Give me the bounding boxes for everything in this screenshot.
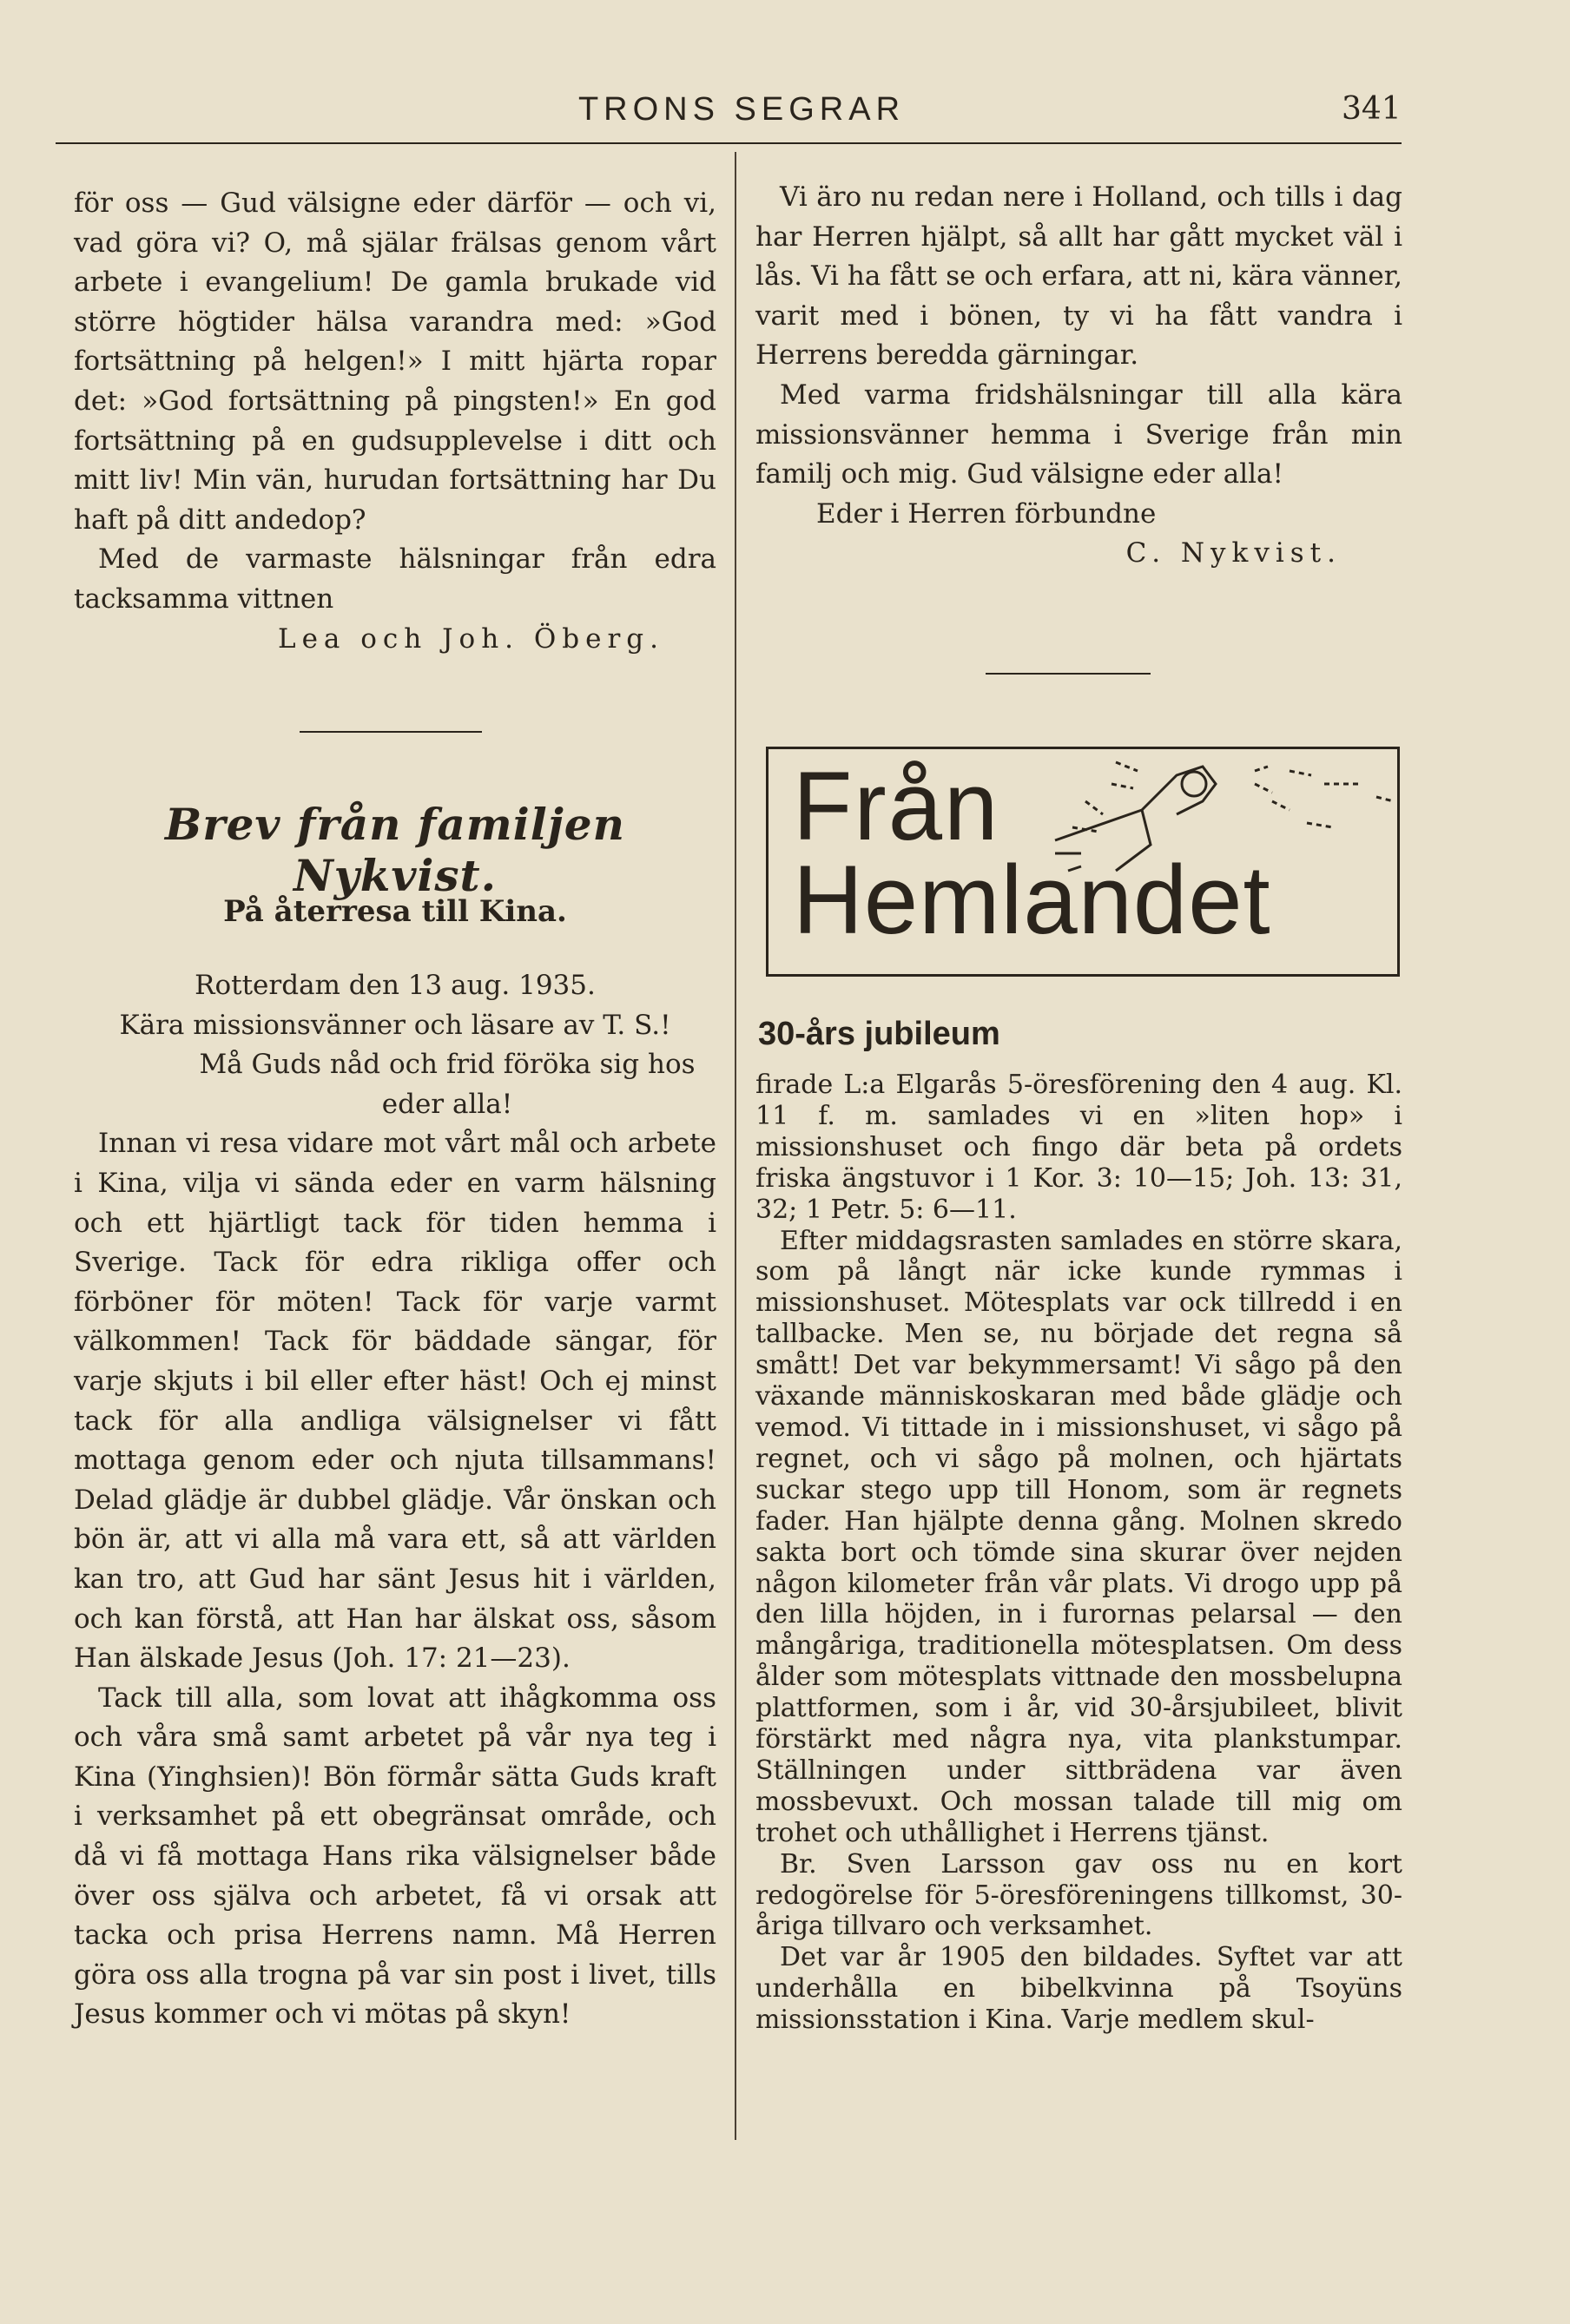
letter-paragraph: för oss — Gud välsigne eder därför — och vi, vad göra vi? O, må själar frälsas genom vårt arbete i evangelium! De gamla brukade vid större högtider hälsa varandra med: »God fortsättning på helgen!» I mitt hjärta ropar det: »God fortsättning på pingsten!» En god fortsättning på en gudsupplevelse i ditt och mitt liv! Min vän, hurudan fortsättning har Du haft på ditt andedop? [74, 188, 716, 536]
article-paragraph: Efter middagsrasten samlades en större skara, som på långt när icke kunde rymmas i missionshuset. Mötesplats var ock tillredd i en tallbacke. Men se, nu började det regna så smått! Det var bekymmersamt! Vi sågo på den växande människoskaran med både glädje och vemod. Vi tittade in i missionshuset, vi sågo på regnet, och vi sågo på molnen, och hjärtats suckar stego upp till Honom, som är regnets fader. Han hjälpte denna gång. Molnen skredo sakta bort och tömde sina skurar över nejden någon kilometer från vår plats. Vi drogo upp på den lilla höjden, in i furornas pelarsal — den mångåriga, traditionella mötesplatsen. Om dess ålder som mötesplats vittnade den mossbelupna plattformen, som i år, vid 30-årsjubileet, blivit förstärkt med några nya, vita plankstumpar. Ställningen under sittbrädena var även mossbevuxt. Och mossan talade till mig om trohet och uthållighet i Herrens tjänst. [755, 1225, 1402, 1848]
letter-paragraph: Tack till alla, som lovat att ihågkomma oss och våra små samt arbetet på vår nya teg i Kina (Yinghsien)! Bön förmår sätta Guds kraft i verksamhet på ett obegränsat område, och då vi få mottaga Hans rika välsignelser både över oss själva och arbetet, få vi orsak att tacka och prisa Herrens namn. Må Herren göra oss alla trogna på var sin post i livet, tills Jesus kommer och vi mötas på skyn! [74, 1682, 716, 2031]
masthead-word-hemlandet: Hemlandet [793, 846, 1271, 954]
article-paragraph: firade L:a Elgarås 5-öresförening den 4 aug. Kl. 11 f. m. samlades vi en »liten hop» i missionshuset och fingo där beta på ordets friska ängstuvor i 1 Kor. 3: 10—15; Joh. 13: 31, 32; 1 Petr. 5: 6—11. [755, 1070, 1402, 1225]
letter-closing: Eder i Herren förbundne [816, 497, 1157, 530]
letter-signature: C. Nykvist. [1125, 537, 1342, 569]
dateline: Rotterdam den 13 aug. 1935. [195, 970, 596, 1001]
letter-signature: Lea och Joh. Öberg. [278, 622, 664, 655]
article-paragraph: Br. Sven Larsson gav oss nu en kort redogörelse för 5-öresföreningens tillkomst, 30-åriga tillvaro och verksamhet. [755, 1848, 1402, 1942]
article-paragraph: Det var år 1905 den bildades. Syftet var att underhålla en bibelkvinna på Tsoyüns missionsstation i Kina. Varje medlem skul- [755, 1942, 1402, 2036]
section-divider-rule [986, 673, 1151, 675]
column-divider [735, 152, 736, 2140]
letter-paragraph: Vi äro nu redan nere i Holland, och tills i dag har Herren hjälpt, så allt har gått mycket väl i lås. Vi ha fått se och erfara, att ni, kära vänner, varit med i bönen, ty vi ha fått vandra i Herrens beredda gärningar. [755, 181, 1402, 372]
letter-paragraph: Med de varmaste hälsningar från edra tacksamma vittnen [74, 543, 716, 615]
jubilee-article-body [755, 1070, 1402, 2036]
nykvist-letter-continuation [755, 178, 1402, 574]
masthead-word-fran: Från [793, 752, 1000, 860]
letter-paragraph: Med varma fridshälsningar till alla kära missionsvänner hemma i Sverige från min familj och mig. Gud välsigne eder alla! [755, 379, 1402, 490]
article-subtitle: På återresa till Kina. [223, 894, 567, 929]
previous-letter-ending [74, 184, 716, 659]
article-title: Brev från familjen Nykvist. [165, 799, 625, 901]
letter-paragraph: Innan vi resa vidare mot vårt mål och arbete i Kina, vilja vi sända eder en varm hälsning och ett hjärtligt tack för tiden hemma i Sverige. Tack för edra rikliga offer och förböner för möten! Tack för varje varmt välkommen! Tack för bäddade sängar, för varje skjuts i bil eller efter häst! Och ej minst tack för alla andliga välsignelser vi fått mottaga genom eder och njuta tillsammans! Delad glädje är dubbel glädje. Vår önskan och bön är, att vi alla må vara ett, så att världen kan tro, att Gud har sänt Jesus hit i världen, och kan förstå, att Han har älskat oss, såsom Han älskade Jesus (Joh. 17: 21—23). [74, 1128, 716, 1675]
running-header-title: TRONS SEGRAR [577, 91, 906, 128]
section-heading: 30-års jubileum [758, 1016, 1000, 1052]
nykvist-letter-body [74, 966, 716, 2035]
blessing: Må Guds nåd och frid föröka sig hos eder alla! [199, 1049, 696, 1120]
section-divider-rule [300, 731, 482, 733]
header-rule [56, 142, 1402, 144]
page-number: 341 [1342, 91, 1402, 127]
greeting: Kära missionsvänner och läsare av T. S.! [119, 1009, 671, 1041]
fran-hemlandet-masthead [766, 747, 1400, 977]
